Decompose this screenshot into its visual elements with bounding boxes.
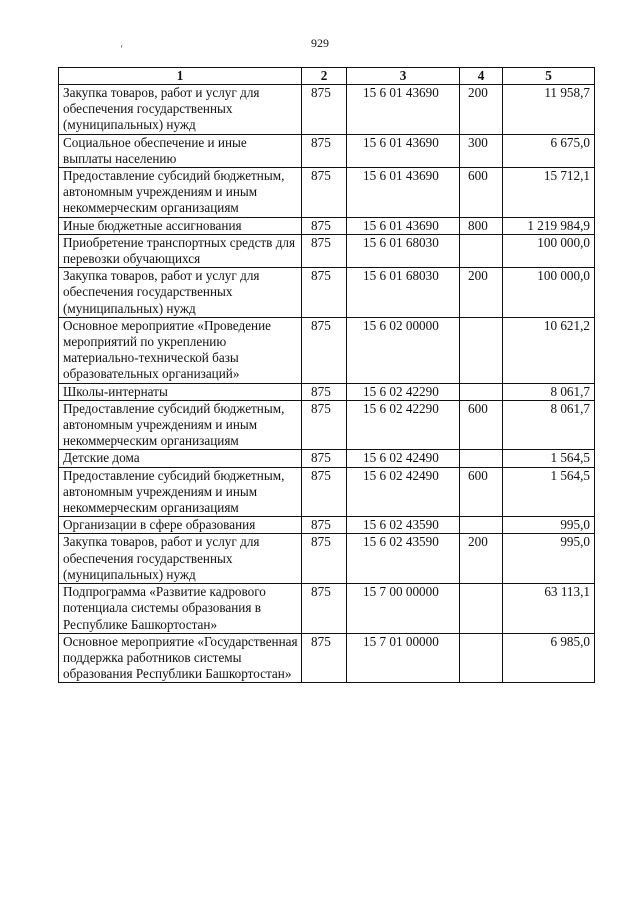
row-section: 15 6 02 00000: [347, 317, 460, 383]
row-code: 875: [302, 85, 347, 135]
row-type: 600: [460, 467, 503, 517]
row-type: 200: [460, 534, 503, 584]
row-type: 200: [460, 85, 503, 135]
row-section: 15 6 02 42490: [347, 467, 460, 517]
table-row: [59, 268, 595, 318]
table-row: [59, 383, 595, 400]
row-section: 15 6 01 68030: [347, 234, 460, 267]
row-type: 800: [460, 217, 503, 234]
row-section: 15 6 01 68030: [347, 268, 460, 318]
table-row: [59, 633, 595, 683]
budget-table: [58, 67, 595, 683]
table-row: [59, 168, 595, 218]
row-type: [460, 234, 503, 267]
row-amount: 1 564,5: [503, 467, 595, 517]
row-name: Школы-интернаты: [59, 383, 302, 400]
table-row: [59, 134, 595, 167]
header-col-1: 1: [59, 68, 302, 85]
header-col-3: 3: [347, 68, 460, 85]
row-type: 600: [460, 168, 503, 218]
row-type: 200: [460, 268, 503, 318]
row-type: [460, 584, 503, 634]
row-section: 15 6 02 42290: [347, 400, 460, 450]
row-code: 875: [302, 317, 347, 383]
row-name: Иные бюджетные ассигнования: [59, 217, 302, 234]
scan-mark: ‘: [120, 44, 124, 55]
row-amount: 8 061,7: [503, 400, 595, 450]
row-amount: 100 000,0: [503, 268, 595, 318]
table-row: [59, 217, 595, 234]
row-code: 875: [302, 467, 347, 517]
row-amount: 15 712,1: [503, 168, 595, 218]
row-name: Предоставление субсидий бюджетным, автономным учреждениям и иным некоммерческим организациям: [59, 168, 302, 218]
table-row: [59, 450, 595, 467]
row-section: 15 6 01 43690: [347, 85, 460, 135]
row-code: 875: [302, 268, 347, 318]
table-row: [59, 400, 595, 450]
table-header-row: [59, 68, 595, 85]
row-amount: 100 000,0: [503, 234, 595, 267]
table-row: [59, 517, 595, 534]
row-code: 875: [302, 234, 347, 267]
table-row: [59, 467, 595, 517]
row-section: 15 6 02 42490: [347, 450, 460, 467]
row-section: 15 6 01 43690: [347, 134, 460, 167]
row-section: 15 6 01 43690: [347, 168, 460, 218]
row-name: Организации в сфере образования: [59, 517, 302, 534]
row-type: 300: [460, 134, 503, 167]
header-col-2: 2: [302, 68, 347, 85]
row-section: 15 6 02 42290: [347, 383, 460, 400]
row-code: 875: [302, 217, 347, 234]
row-name: Приобретение транспортных средств для перевозки обучающихся: [59, 234, 302, 267]
row-type: [460, 633, 503, 683]
row-type: [460, 317, 503, 383]
row-name: Предоставление субсидий бюджетным, автономным учреждениям и иным некоммерческим организациям: [59, 467, 302, 517]
row-amount: 10 621,2: [503, 317, 595, 383]
header-col-5: 5: [503, 68, 595, 85]
row-code: 875: [302, 517, 347, 534]
row-type: [460, 383, 503, 400]
row-amount: 8 061,7: [503, 383, 595, 400]
header-col-4: 4: [460, 68, 503, 85]
row-name: Основное мероприятие «Проведение мероприятий по укреплению материально-технической базы образовательных организаций»: [59, 317, 302, 383]
row-amount: 995,0: [503, 517, 595, 534]
row-amount: 995,0: [503, 534, 595, 584]
row-section: 15 6 01 43690: [347, 217, 460, 234]
row-section: 15 7 00 00000: [347, 584, 460, 634]
row-amount: 63 113,1: [503, 584, 595, 634]
table-row: [59, 317, 595, 383]
row-code: 875: [302, 400, 347, 450]
row-name: Основное мероприятие «Государственная поддержка работников системы образования Республики Башкортостан»: [59, 633, 302, 683]
page-number: 929: [311, 36, 329, 50]
table-row: [59, 534, 595, 584]
row-section: 15 7 01 00000: [347, 633, 460, 683]
row-amount: 1 219 984,9: [503, 217, 595, 234]
row-code: 875: [302, 168, 347, 218]
row-type: [460, 450, 503, 467]
row-name: Закупка товаров, работ и услуг для обеспечения государственных (муниципальных) нужд: [59, 268, 302, 318]
row-amount: 11 958,7: [503, 85, 595, 135]
row-type: 600: [460, 400, 503, 450]
row-amount: 6 985,0: [503, 633, 595, 683]
row-amount: 1 564,5: [503, 450, 595, 467]
row-amount: 6 675,0: [503, 134, 595, 167]
row-name: Детские дома: [59, 450, 302, 467]
row-section: 15 6 02 43590: [347, 517, 460, 534]
row-code: 875: [302, 134, 347, 167]
row-name: Предоставление субсидий бюджетным, автономным учреждениям и иным некоммерческим организациям: [59, 400, 302, 450]
table-row: [59, 85, 595, 135]
row-name: Закупка товаров, работ и услуг для обеспечения государственных (муниципальных) нужд: [59, 85, 302, 135]
table-row: [59, 584, 595, 634]
row-code: 875: [302, 450, 347, 467]
row-code: 875: [302, 383, 347, 400]
row-type: [460, 517, 503, 534]
row-name: Подпрограмма «Развитие кадрового потенциала системы образования в Республике Башкортостан»: [59, 584, 302, 634]
row-code: 875: [302, 534, 347, 584]
row-name: Закупка товаров, работ и услуг для обеспечения государственных (муниципальных) нужд: [59, 534, 302, 584]
table-row: [59, 234, 595, 267]
row-name: Социальное обеспечение и иные выплаты населению: [59, 134, 302, 167]
row-code: 875: [302, 584, 347, 634]
row-section: 15 6 02 43590: [347, 534, 460, 584]
row-code: 875: [302, 633, 347, 683]
